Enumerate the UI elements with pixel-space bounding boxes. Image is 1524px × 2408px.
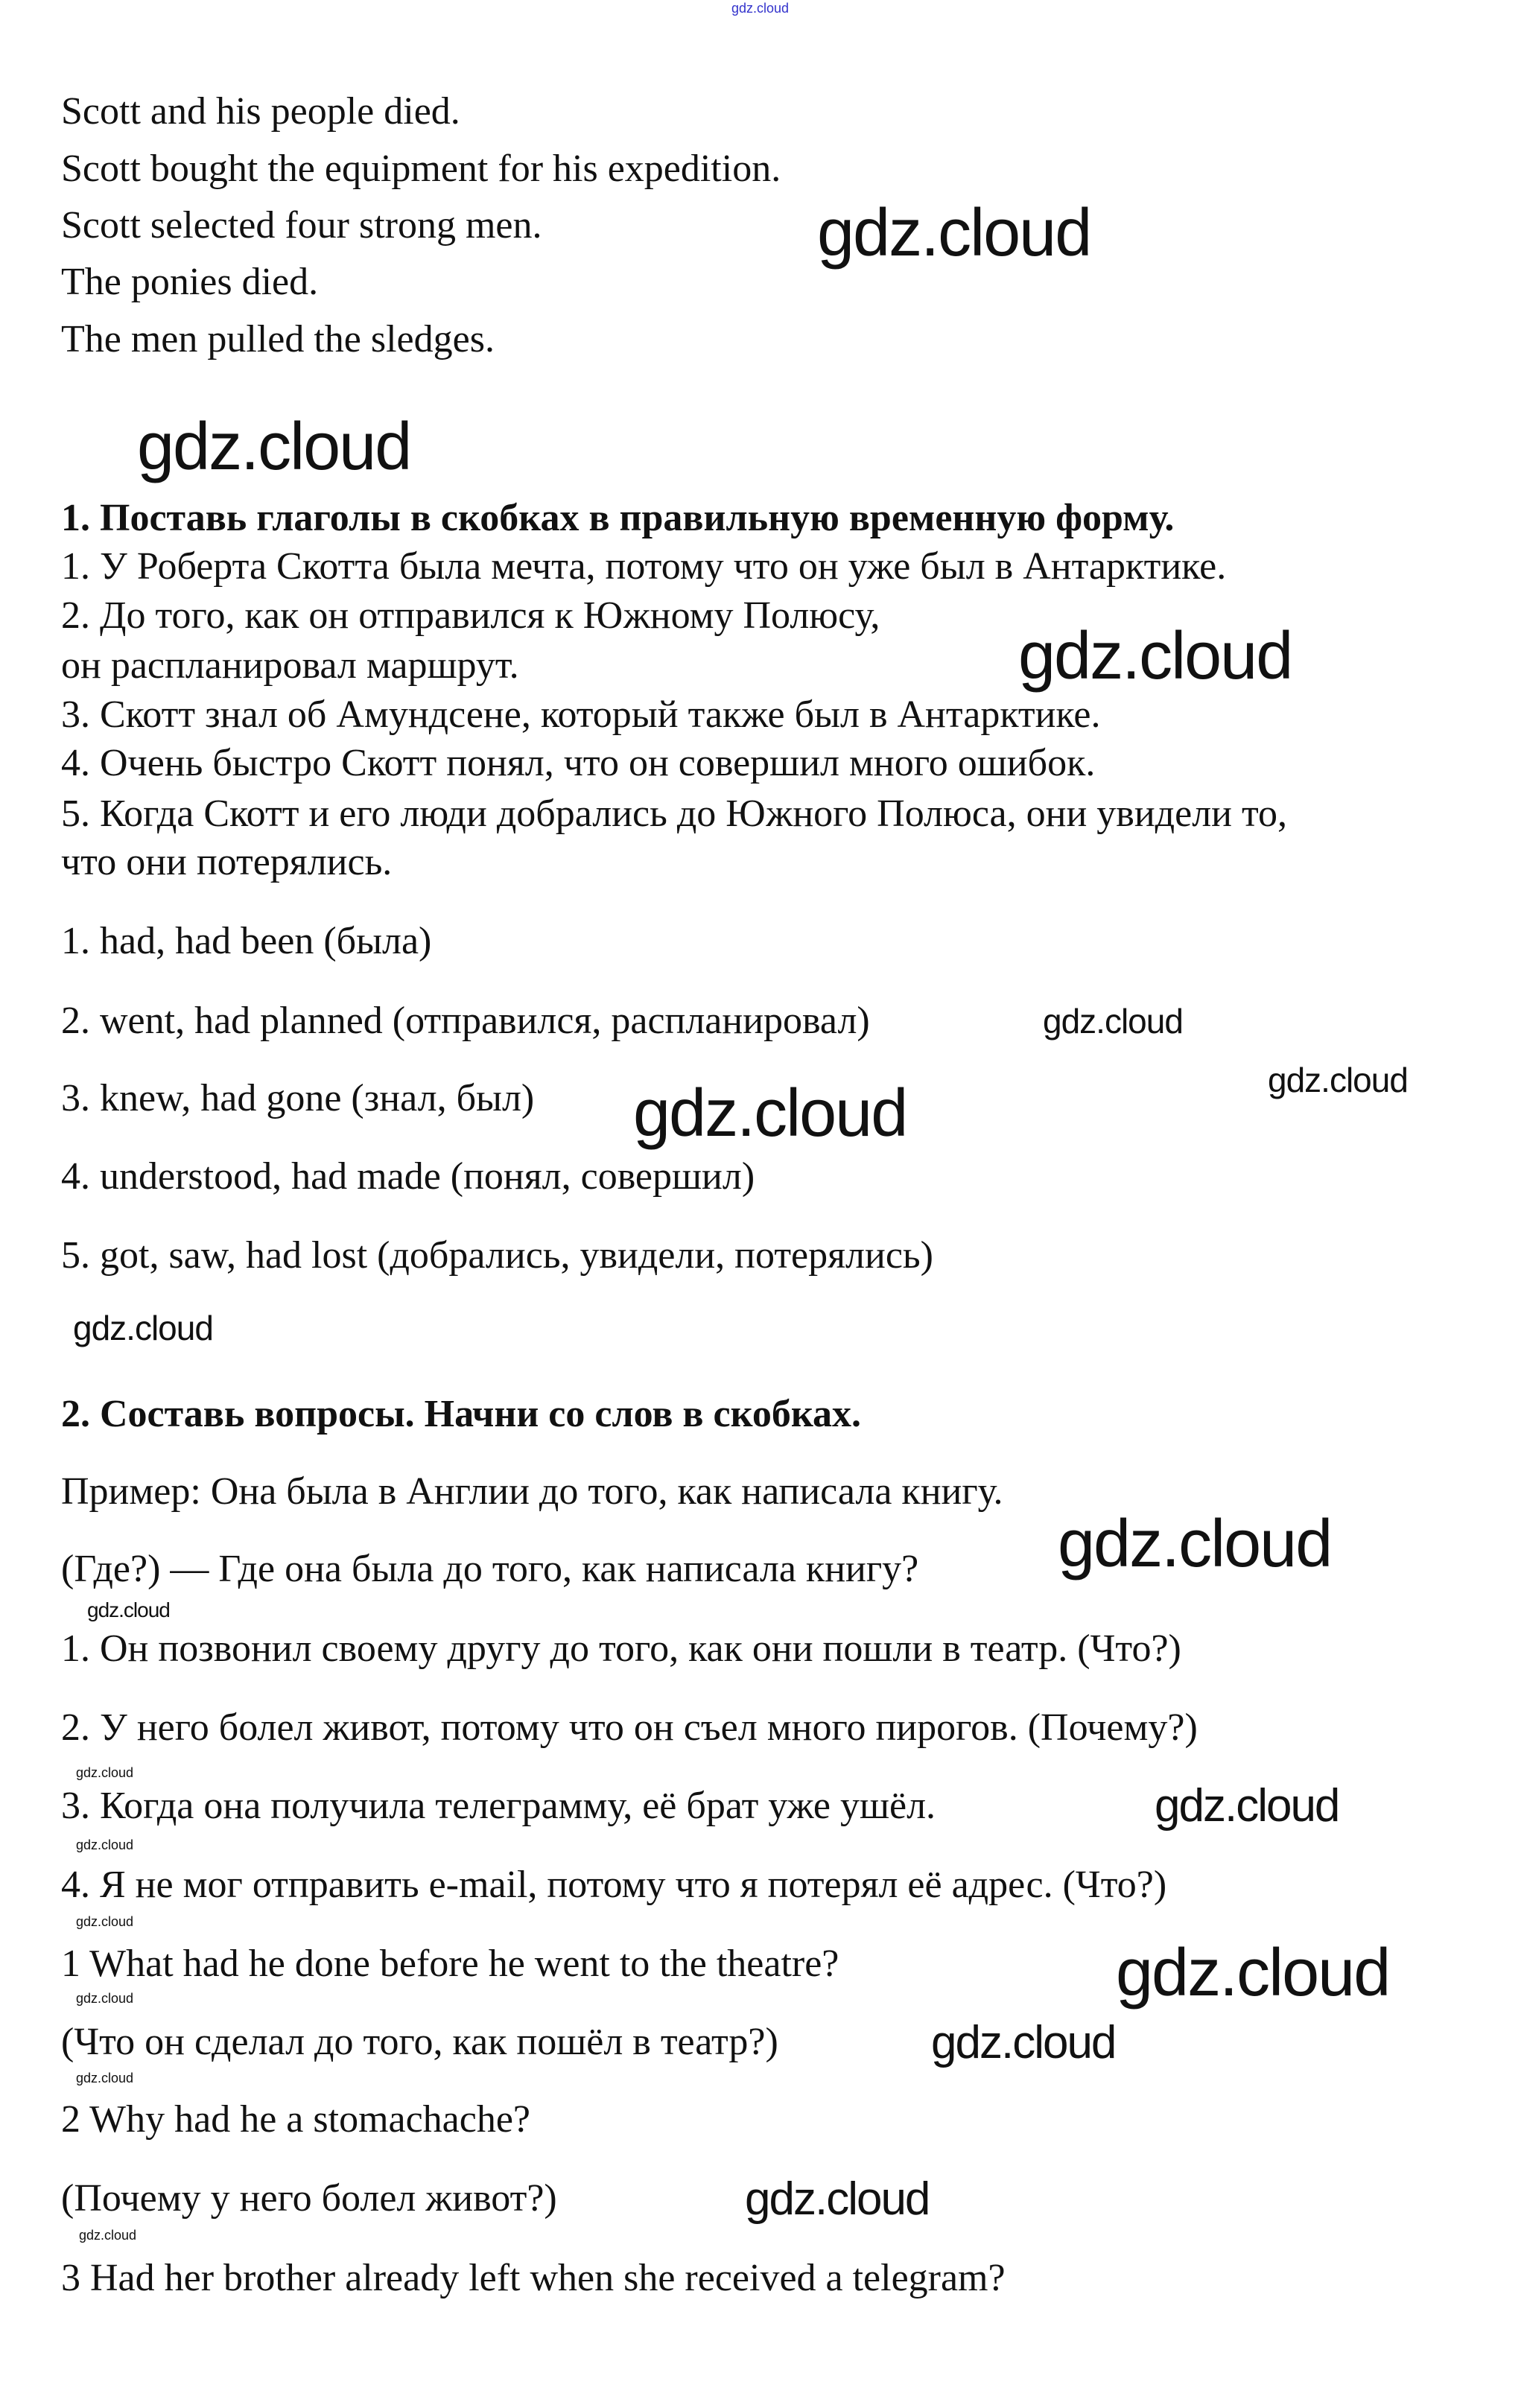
watermark: gdz.cloud — [137, 410, 411, 484]
watermark: gdz.cloud — [76, 1914, 134, 1929]
watermark: gdz.cloud — [731, 1, 790, 16]
intro-line: Scott bought the equipment for his expedition. — [61, 147, 781, 190]
intro-line: The ponies died. — [61, 261, 319, 303]
watermark: gdz.cloud — [1116, 1936, 1390, 2010]
watermark: gdz.cloud — [745, 2173, 930, 2225]
exercise2-answer: (Что он сделал до того, как пошёл в театр?) — [61, 2021, 778, 2063]
exercise2-answer: 2 Why had he a stomachache? — [61, 2098, 530, 2141]
watermark: gdz.cloud — [1058, 1507, 1332, 1581]
watermark: gdz.cloud — [76, 1837, 134, 1852]
exercise2-example-answer: (Где?) — Где она была до того, как написала книгу? — [61, 1548, 919, 1590]
exercise1-answer: 3. knew, had gone (знал, был) — [61, 1077, 535, 1119]
exercise1-line: 1. У Роберта Скотта была мечта, потому что он уже был в Антарктике. — [61, 545, 1227, 588]
watermark: gdz.cloud — [76, 2071, 134, 2085]
watermark: gdz.cloud — [79, 2228, 137, 2243]
watermark: gdz.cloud — [1268, 1061, 1408, 1099]
exercise2-example: Пример: Она была в Англии до того, как написала книгу. — [61, 1470, 1003, 1513]
exercise2-task: 3. Когда она получила телеграмму, её брат уже ушёл. — [61, 1785, 936, 1827]
exercise2-answer: (Почему у него болел живот?) — [61, 2177, 557, 2220]
exercise2-answer: 1 What had he done before he went to the theatre? — [61, 1942, 839, 1985]
exercise1-line: что они потерялись. — [61, 841, 393, 883]
watermark: gdz.cloud — [931, 2017, 1116, 2068]
exercise2-answer: 3 Had her brother already left when she received a telegram? — [61, 2257, 1006, 2299]
exercise1-heading: 1. Поставь глаголы в скобках в правильную временную форму. — [61, 497, 1175, 539]
watermark: gdz.cloud — [633, 1076, 907, 1151]
watermark: gdz.cloud — [76, 1765, 134, 1780]
exercise2-heading: 2. Составь вопросы. Начни со слов в скобках. — [61, 1393, 862, 1435]
watermark: gdz.cloud — [76, 1991, 134, 2006]
exercise1-line: 4. Очень быстро Скотт понял, что он совершил много ошибок. — [61, 742, 1096, 784]
intro-line: Scott selected four strong men. — [61, 204, 542, 247]
watermark: gdz.cloud — [817, 196, 1091, 270]
exercise2-task: 1. Он позвонил своему другу до того, как они пошли в театр. (Что?) — [61, 1627, 1181, 1670]
exercise1-answer: 2. went, had planned (отправился, распланировал) — [61, 1000, 870, 1042]
exercise2-task: 4. Я не мог отправить e-mail, потому что я потерял её адрес. (Что?) — [61, 1864, 1167, 1906]
exercise1-answer: 5. got, saw, had lost (добрались, увидели, потерялись) — [61, 1234, 933, 1277]
exercise1-answer: 4. understood, had made (понял, совершил) — [61, 1155, 755, 1198]
exercise1-line: 2. До того, как он отправился к Южному Полюсу, — [61, 594, 880, 637]
exercise1-line: 5. Когда Скотт и его люди добрались до Южного Полюса, они увидели то, — [61, 792, 1288, 835]
exercise2-task: 2. У него болел живот, потому что он съел много пирогов. (Почему?) — [61, 1706, 1198, 1749]
intro-line: Scott and his people died. — [61, 90, 460, 133]
watermark: gdz.cloud — [87, 1598, 170, 1621]
watermark: gdz.cloud — [73, 1309, 213, 1347]
watermark: gdz.cloud — [1155, 1780, 1339, 1832]
exercise1-answer: 1. had, had been (была) — [61, 920, 432, 962]
watermark: gdz.cloud — [1018, 619, 1292, 693]
intro-line: The men pulled the sledges. — [61, 318, 495, 360]
watermark: gdz.cloud — [1043, 1002, 1183, 1041]
exercise1-line: 3. Скотт знал об Амундсене, который также был в Антарктике. — [61, 693, 1101, 736]
exercise1-line: он распланировал маршрут. — [61, 644, 519, 687]
